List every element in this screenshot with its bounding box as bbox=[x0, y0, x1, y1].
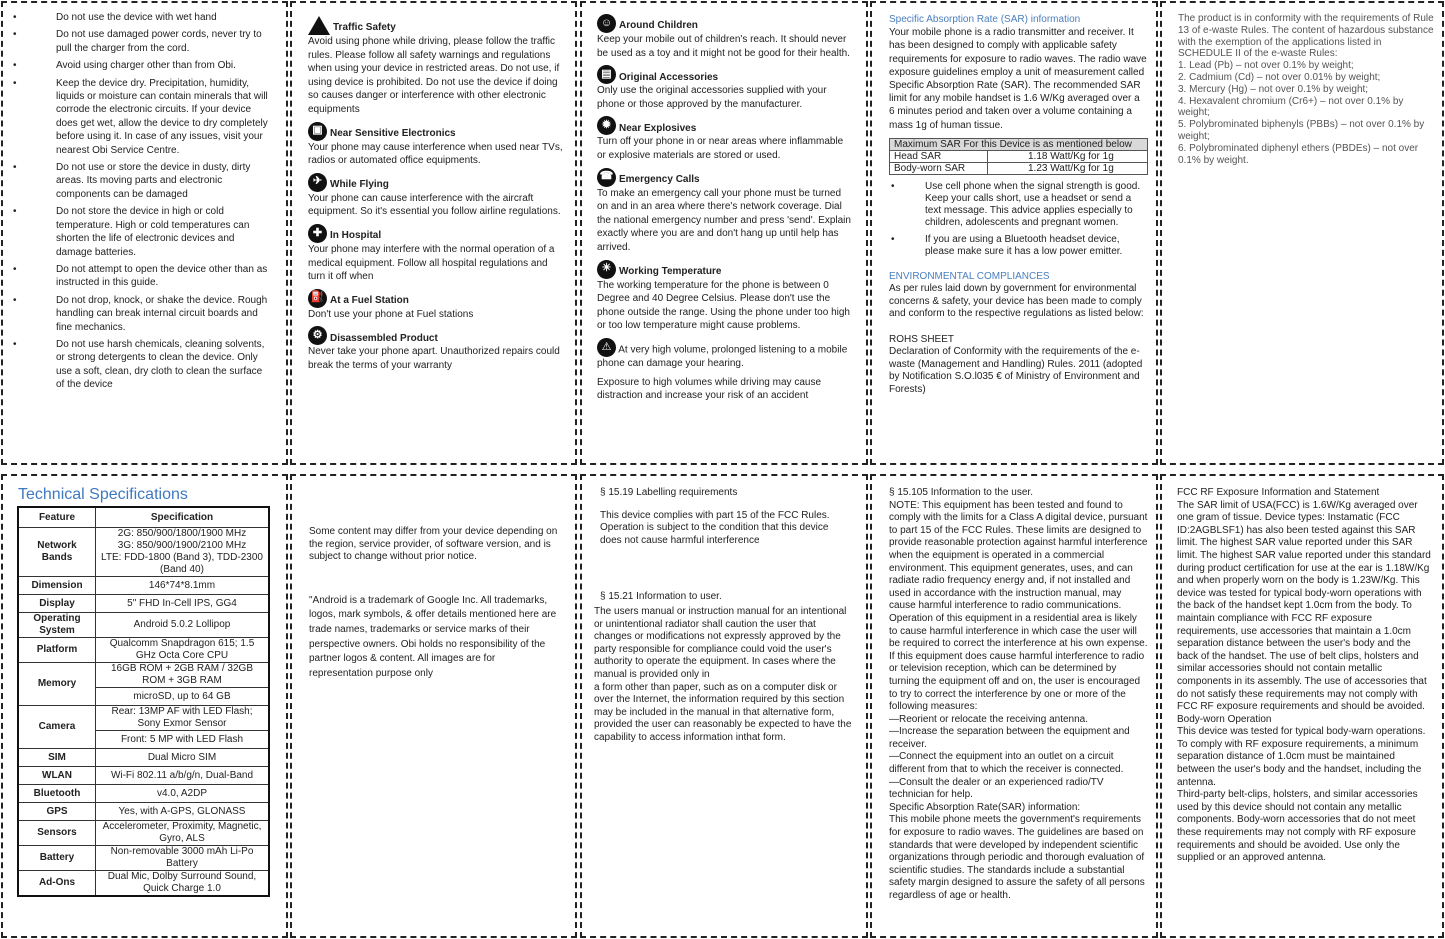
section-body: Your phone may interfere with the normal operation of a medical equipment. Follow all hospital regulations and turn it off when bbox=[308, 243, 555, 283]
sar-table bbox=[889, 138, 1148, 175]
rohs-title: ROHS SHEET bbox=[889, 334, 955, 346]
airplane-icon: ✈ bbox=[308, 173, 327, 192]
panel-fcc-15-105 bbox=[870, 474, 1158, 938]
safety-section bbox=[308, 122, 563, 168]
table-row bbox=[18, 613, 269, 638]
section-title: In Hospital bbox=[330, 230, 382, 242]
section-heading bbox=[308, 224, 563, 243]
specs-col-feature: Feature bbox=[18, 507, 96, 528]
phone-icon: ☎ bbox=[597, 168, 616, 187]
fcc-15-21-body: The users manual or instruction manual for an intentional or unintentional radiator shall caution the user that changes or modifications not expressly approved by the party responsible for compliance could void the user's authority to operate the equipment. In cases where the manual is provided only in a form other than paper, such as on a computer disk or over the Internet, the information required by this section may be included in the manual in that alternative form, provided the user can reasonably be expected to have the capability to access information inthat form. bbox=[594, 605, 852, 743]
spec-feature: Battery bbox=[18, 846, 96, 871]
safety-section bbox=[597, 168, 854, 255]
ewaste-intro: The product is in conformity with the requirements of Rule 13 of e-waste Rules. The content of hazardous substance with the exemption of the applications listed in SCHEDULE II of the e-waste Rules: bbox=[1178, 13, 1434, 60]
safety-section bbox=[597, 260, 854, 333]
section-title: Traffic Safety bbox=[333, 22, 396, 34]
spec-value: Yes, with A-GPS, GLONASS bbox=[96, 803, 270, 821]
safety-section bbox=[308, 173, 563, 219]
panel-tech-specs bbox=[1, 474, 288, 938]
panel-disclaimer bbox=[290, 474, 577, 938]
spec-feature: Camera bbox=[18, 706, 96, 749]
safety-section bbox=[308, 326, 563, 372]
spec-value: 5" FHD In-Cell IPS, GG4 bbox=[96, 595, 270, 613]
safety-bullet: • Do not use the device with wet hand bbox=[11, 11, 268, 24]
hearing-icon: ⚠ bbox=[597, 338, 616, 357]
spec-feature: Dimension bbox=[18, 577, 96, 595]
panel-ewaste bbox=[1160, 1, 1444, 465]
table-row bbox=[18, 803, 269, 821]
spec-feature: Operating System bbox=[18, 613, 96, 638]
section-title: Around Children bbox=[619, 20, 698, 32]
table-row bbox=[18, 749, 269, 767]
panel-safety-sections-2 bbox=[580, 1, 868, 465]
sar-row-value: 1.18 Watt/Kg for 1g bbox=[988, 150, 1148, 162]
spec-value: Non-removable 3000 mAh Li-Po Battery bbox=[96, 846, 270, 871]
spec-value: microSD, up to 64 GB bbox=[96, 688, 270, 706]
section-body: Never take your phone apart. Unauthorized repairs could break the terms of your warranty bbox=[308, 346, 560, 371]
table-row bbox=[18, 528, 269, 577]
sar-row-value: 1.23 Watt/Kg for 1g bbox=[988, 162, 1148, 174]
panel-sar-info bbox=[870, 1, 1158, 465]
hazard-item: 6. Polybrominated diphenyl ethers (PBDEs) – not over 0.1% by weight. bbox=[1178, 142, 1419, 166]
spec-feature: Sensors bbox=[18, 821, 96, 846]
spec-value: Android 5.0.2 Lollipop bbox=[96, 613, 270, 638]
electronics-icon: ▣ bbox=[308, 122, 327, 141]
section-title: Near Sensitive Electronics bbox=[330, 127, 456, 139]
fcc-rf-exposure-text: FCC RF Exposure Information and Statement The SAR limit of USA(FCC) is 1.6W/Kg averaged over one gram of tissue. Device types: Instamatic (FCC ID:2AGBLSF1) has also been tested against this SAR limit. The highest SAR value reported under this SAR limit. The highest SAR value reported under this standard during product certification for use at the ear is 1.18W/Kg and when properly worn on the body is 1.23W/Kg. This device was tested for typical body-worn operations with the back of the handset kept 1.0cm from the body. To maintain compliance with FCC RF exposure requirements, use accessories that maintain a 1.0cm separation distance between the user's body and the back of the handset. The use of belt clips, holsters and similar accessories should not contain metallic components in its assembly. The use of accessories that do not satisfy these requirements may not comply with FCC RF exposure requirements and should be avoided. Body-worn Operation This device was tested for typical body-warn operations. To comply with RF exposure requirements, a minimum separation distance of 1.0cm must be maintained between the user's body and the handset, including the antenna. Third-party belt-clips, holsters, and similar accessories used by this device should not contain any metallic components. Body-worn accessories that do not meet these requirements may not comply with RF exposure requirements and should be avoided. Use only the supplied or an approved antenna. bbox=[1177, 487, 1431, 864]
section-title: Near Explosives bbox=[619, 122, 697, 134]
env-body: As per rules laid down by government for environmental concerns & safety, your device has been made to comply and conform to the respective regulations as listed below: bbox=[889, 283, 1144, 320]
section-body: Avoid using phone while driving, please follow the traffic rules. Please follow all safety warnings and regulations when using your device in restricted areas. Do not use, if using device is prohibited. Do not use the device if doing so causes danger or interference with other electronic equipments bbox=[308, 36, 560, 115]
safety-bullet: • Do not use damaged power cords, never try to pull the charger from the cord. bbox=[11, 28, 268, 55]
safety-bullet: • Do not drop, knock, or shake the device. Rough handling can break internal circuit boards and fine mechanics. bbox=[11, 294, 268, 334]
spec-feature: Ad-Ons bbox=[18, 871, 96, 897]
safety-section bbox=[308, 224, 563, 284]
content-disclaimer: Some content may differ from your device depending on the region, service provider, of software version, and is subject to change without prior notice. bbox=[309, 526, 558, 563]
panel-safety-bullets bbox=[1, 1, 288, 465]
specs-title: Technical Specifications bbox=[18, 486, 188, 503]
spec-feature: Bluetooth bbox=[18, 785, 96, 803]
panel-safety-sections-1 bbox=[290, 1, 577, 465]
hazard-item: 1. Lead (Pb) – not over 0.1% by weight; bbox=[1178, 60, 1354, 72]
section-heading bbox=[597, 65, 854, 84]
warning-triangle-icon bbox=[308, 16, 330, 35]
section-title: At a Fuel Station bbox=[330, 295, 409, 307]
section-title: Emergency Calls bbox=[619, 173, 700, 185]
specs-col-spec: Specification bbox=[96, 507, 270, 528]
accessories-icon: ▤ bbox=[597, 65, 616, 84]
hearing-warning: ⚠ At very high volume, prolonged listening to a mobile phone can damage your hearing. bbox=[597, 338, 854, 371]
spec-value: Accelerometer, Proximity, Magnetic, Gyro, ALS bbox=[96, 821, 270, 846]
section-title: Disassembled Product bbox=[330, 332, 438, 344]
spec-feature: SIM bbox=[18, 749, 96, 767]
child-icon: ☺ bbox=[597, 14, 616, 33]
spec-value: Dual Micro SIM bbox=[96, 749, 270, 767]
panel-fcc-15-19 bbox=[580, 474, 868, 938]
section-body: Your phone may cause interference when used near TVs, radios or automated office equipments. bbox=[308, 141, 563, 167]
safety-bullet: • Do not use or store the device in dusty, dirty areas. Its moving parts and electronic components can be damaged bbox=[11, 161, 268, 201]
sar-body: Your mobile phone is a radio transmitter and receiver. It has been designed to comply with applicable safety requirements for exposure to radio waves. The radio wave exposure guidelines employ a unit of measurement called Specific Absorption Rate (SAR). The recommended SAR limit for any mobile handset is 1.6 W/Kg averaged over a 6 minutes period and taken over a volume containing a mass 1g of human tissue. bbox=[889, 27, 1147, 131]
fcc-15-19-heading: § 15.19 Labelling requirements bbox=[600, 487, 738, 498]
safety-bullet: • Do not attempt to open the device other than as instructed in this guide. bbox=[11, 263, 268, 290]
safety-bullet: • Keep the device dry. Precipitation, humidity, liquids or moisture can contain minerals that will corrode the electronic circuits. If your device does get wet, allow the device to dry completely before using it. In case of any issues, visit your nearest Obi Service Centre. bbox=[11, 77, 268, 157]
table-row bbox=[18, 577, 269, 595]
sar-row-label: Body-worn SAR bbox=[890, 162, 988, 174]
table-row bbox=[18, 785, 269, 803]
hearing-warning-2: Exposure to high volumes while driving may cause distraction and increase your risk of an accident bbox=[597, 376, 821, 402]
sar-table-header: Maximum SAR For this Device is as mentioned below bbox=[890, 138, 1148, 150]
list-item: • Use cell phone when the signal strength is good. Keep your calls short, use a headset or send a text message. This advice applies especially to children, adolescents and pregnant women. bbox=[889, 181, 1148, 230]
hazard-item: 2. Cadmium (Cd) – not over 0.01% by weight; bbox=[1178, 71, 1381, 83]
safety-section bbox=[597, 14, 854, 60]
section-body: Your phone can cause interference with the aircraft equipment. So it's essential you follow airline regulations. bbox=[308, 192, 561, 218]
section-body: Only use the original accessories supplied with your phone or those approved by the manufacturer. bbox=[597, 85, 827, 110]
section-title: Working Temperature bbox=[619, 265, 722, 277]
section-body: Don't use your phone at Fuel stations bbox=[308, 308, 474, 320]
disassembly-icon: ⚙ bbox=[308, 326, 327, 345]
section-body: Turn off your phone in or near areas where inflammable or explosive materials are stored or used. bbox=[597, 136, 844, 161]
table-row bbox=[18, 767, 269, 785]
section-title: Original Accessories bbox=[619, 71, 719, 83]
safety-section bbox=[597, 116, 854, 162]
spec-value: Front: 5 MP with LED Flash bbox=[96, 731, 270, 749]
rohs-body: Declaration of Conformity with the requirements of the e-waste (Management and Handling) Rules. 2011 (adopted by Notification S.O.l035 € of Ministry of Environment and Forests) bbox=[889, 346, 1143, 396]
trademark-notice: "Android is a trademark of Google Inc. All trademarks, logos, mark symbols, & offer details mentioned here are trade names, trademarks or service marks of their perspective owners. Obi holds no responsibility of the partner logos & content. All images are for representation purpose only bbox=[309, 594, 557, 679]
spec-value: 16GB ROM + 2GB RAM / 32GB ROM + 3GB RAM bbox=[96, 663, 270, 688]
table-row bbox=[18, 638, 269, 663]
spec-feature: WLAN bbox=[18, 767, 96, 785]
table-row bbox=[18, 871, 269, 897]
section-heading bbox=[597, 116, 854, 135]
section-body: To make an emergency call your phone must be turned on and in an area where there's network coverage. Dial the national emergency number and press 'send'. Explain exactly where you are and don't hang up until help has arrived. bbox=[597, 187, 851, 253]
hazard-item: 5. Polybrominated biphenyls (PBBs) – not over 0.1% by weight; bbox=[1178, 119, 1425, 142]
spec-value: Qualcomm Snapdragon 615; 1.5 GHz Octa Core CPU bbox=[96, 638, 270, 663]
table-row bbox=[18, 663, 269, 688]
section-heading bbox=[308, 16, 563, 35]
safety-bullet-list bbox=[11, 11, 268, 392]
list-item: • If you are using a Bluetooth headset device, please make sure it has a low power emitter. bbox=[889, 234, 1148, 258]
sar-row-label: Head SAR bbox=[890, 150, 988, 162]
spec-feature: Memory bbox=[18, 663, 96, 706]
spec-feature: Network Bands bbox=[18, 528, 96, 577]
fcc-15-21-heading: § 15.21 Information to user. bbox=[600, 591, 722, 603]
fcc-15-19-body: This device complies with part 15 of the FCC Rules. Operation is subject to the condition that this device does not cause harmful interference bbox=[600, 509, 830, 546]
safety-section bbox=[308, 289, 563, 322]
fuel-station-icon: ⛽ bbox=[308, 289, 327, 308]
sar-advice-list bbox=[889, 181, 1148, 258]
section-heading bbox=[308, 173, 563, 192]
safety-bullet: • Do not use harsh chemicals, cleaning solvents, or strong detergents to clean the device. Only use a soft, clean, dry cloth to clean the surface of the device bbox=[11, 338, 268, 392]
spec-feature: Display bbox=[18, 595, 96, 613]
section-title: While Flying bbox=[330, 179, 389, 191]
table-row bbox=[18, 846, 269, 871]
hospital-icon: ✚ bbox=[308, 224, 327, 243]
section-heading bbox=[308, 326, 563, 345]
table-row bbox=[18, 595, 269, 613]
section-heading bbox=[597, 14, 854, 33]
table-row bbox=[18, 706, 269, 731]
spec-value: 146*74*8.1mm bbox=[96, 577, 270, 595]
table-row bbox=[18, 821, 269, 846]
spec-value: 2G: 850/900/1800/1900 MHz 3G: 850/900/1900/2100 MHz LTE: FDD-1800 (Band 3), TDD-2300 (Band 40) bbox=[96, 528, 270, 577]
sar-title: Specific Absorption Rate (SAR) information bbox=[889, 14, 1081, 25]
panel-fcc-rf-exposure bbox=[1160, 474, 1444, 938]
spec-feature: Platform bbox=[18, 638, 96, 663]
hazard-item: 3. Mercury (Hg) – not over 0.1% by weight; bbox=[1178, 83, 1369, 95]
hazard-item: 4. Hexavalent chromium (Cr6+) – not over 0.1% by weight; bbox=[1178, 95, 1404, 119]
spec-value: v4.0, A2DP bbox=[96, 785, 270, 803]
spec-feature: GPS bbox=[18, 803, 96, 821]
safety-bullet: • Avoid using charger other than from Obi. bbox=[11, 59, 268, 72]
safety-section bbox=[308, 16, 563, 117]
section-body: The working temperature for the phone is between 0 Degree and 40 Degree Celsius. Please don't use the phone outside the range. Using the phone under too high or too low temperature might cause problems. bbox=[597, 279, 850, 332]
specs-table bbox=[17, 506, 270, 897]
safety-bullet: • Do not store the device in high or cold temperature. High or cold temperatures can shorten the life of electronic devices and damage batteries. bbox=[11, 205, 268, 259]
env-title: ENVIRONMENTAL COMPLIANCES bbox=[889, 271, 1050, 283]
explosive-icon: ✹ bbox=[597, 116, 616, 135]
section-heading bbox=[308, 289, 563, 308]
section-body: Keep your mobile out of children's reach. It should never be used as a toy and it might not be good for their health. bbox=[597, 34, 850, 59]
thermometer-icon: ☀ bbox=[597, 260, 616, 279]
spec-value: Dual Mic, Dolby Surround Sound, Quick Charge 1.0 bbox=[96, 871, 270, 897]
fcc-15-105-text: § 15.105 Information to the user. NOTE: This equipment has been tested and found to comply with the limits for a Class A digital device, pursuant to part 15 of the FCC Rules. These limits are designed to provide reasonable protection against harmful interference when the equipment is operated in a commercial environment. This equipment generates, uses, and can radiate radio frequency energy and, if not installed and used in accordance with the instruction manual, may cause harmful interference to radio communications. Operation of this equipment in a residential area is likely to cause harmful interference in which case the user will be required to correct the interference at his own expense. If this equipment does cause harmful interference to radio or television reception, which can be determined by turning the equipment off and on, the user is encouraged to try to correct the interference by one or more of the following measures: —Reorient or relocate the receiving antenna. —Increase the separation between the equipment and receiver. —Connect the equipment into an outlet on a circuit different from that to which the receiver is connected. —Consult the dealer or an experienced radio/TV technician for help. Specific Absorption Rate(SAR) information: This mobile phone meets the government's requirements for exposure to radio waves. The guidelines are based on standards that were developed by independent scientific organizations through periodic and thorough evaluation of scientific studies. The standards include a substantial safety margin designed to assure the safety of all persons regardless of age or health. bbox=[889, 487, 1148, 901]
spec-value: Rear: 13MP AF with LED Flash; Sony Exmor Sensor bbox=[96, 706, 270, 731]
spec-value: Wi-Fi 802.11 a/b/g/n, Dual-Band bbox=[96, 767, 270, 785]
section-heading bbox=[308, 122, 563, 141]
safety-section bbox=[597, 65, 854, 111]
section-heading bbox=[597, 168, 854, 187]
section-heading bbox=[597, 260, 854, 279]
